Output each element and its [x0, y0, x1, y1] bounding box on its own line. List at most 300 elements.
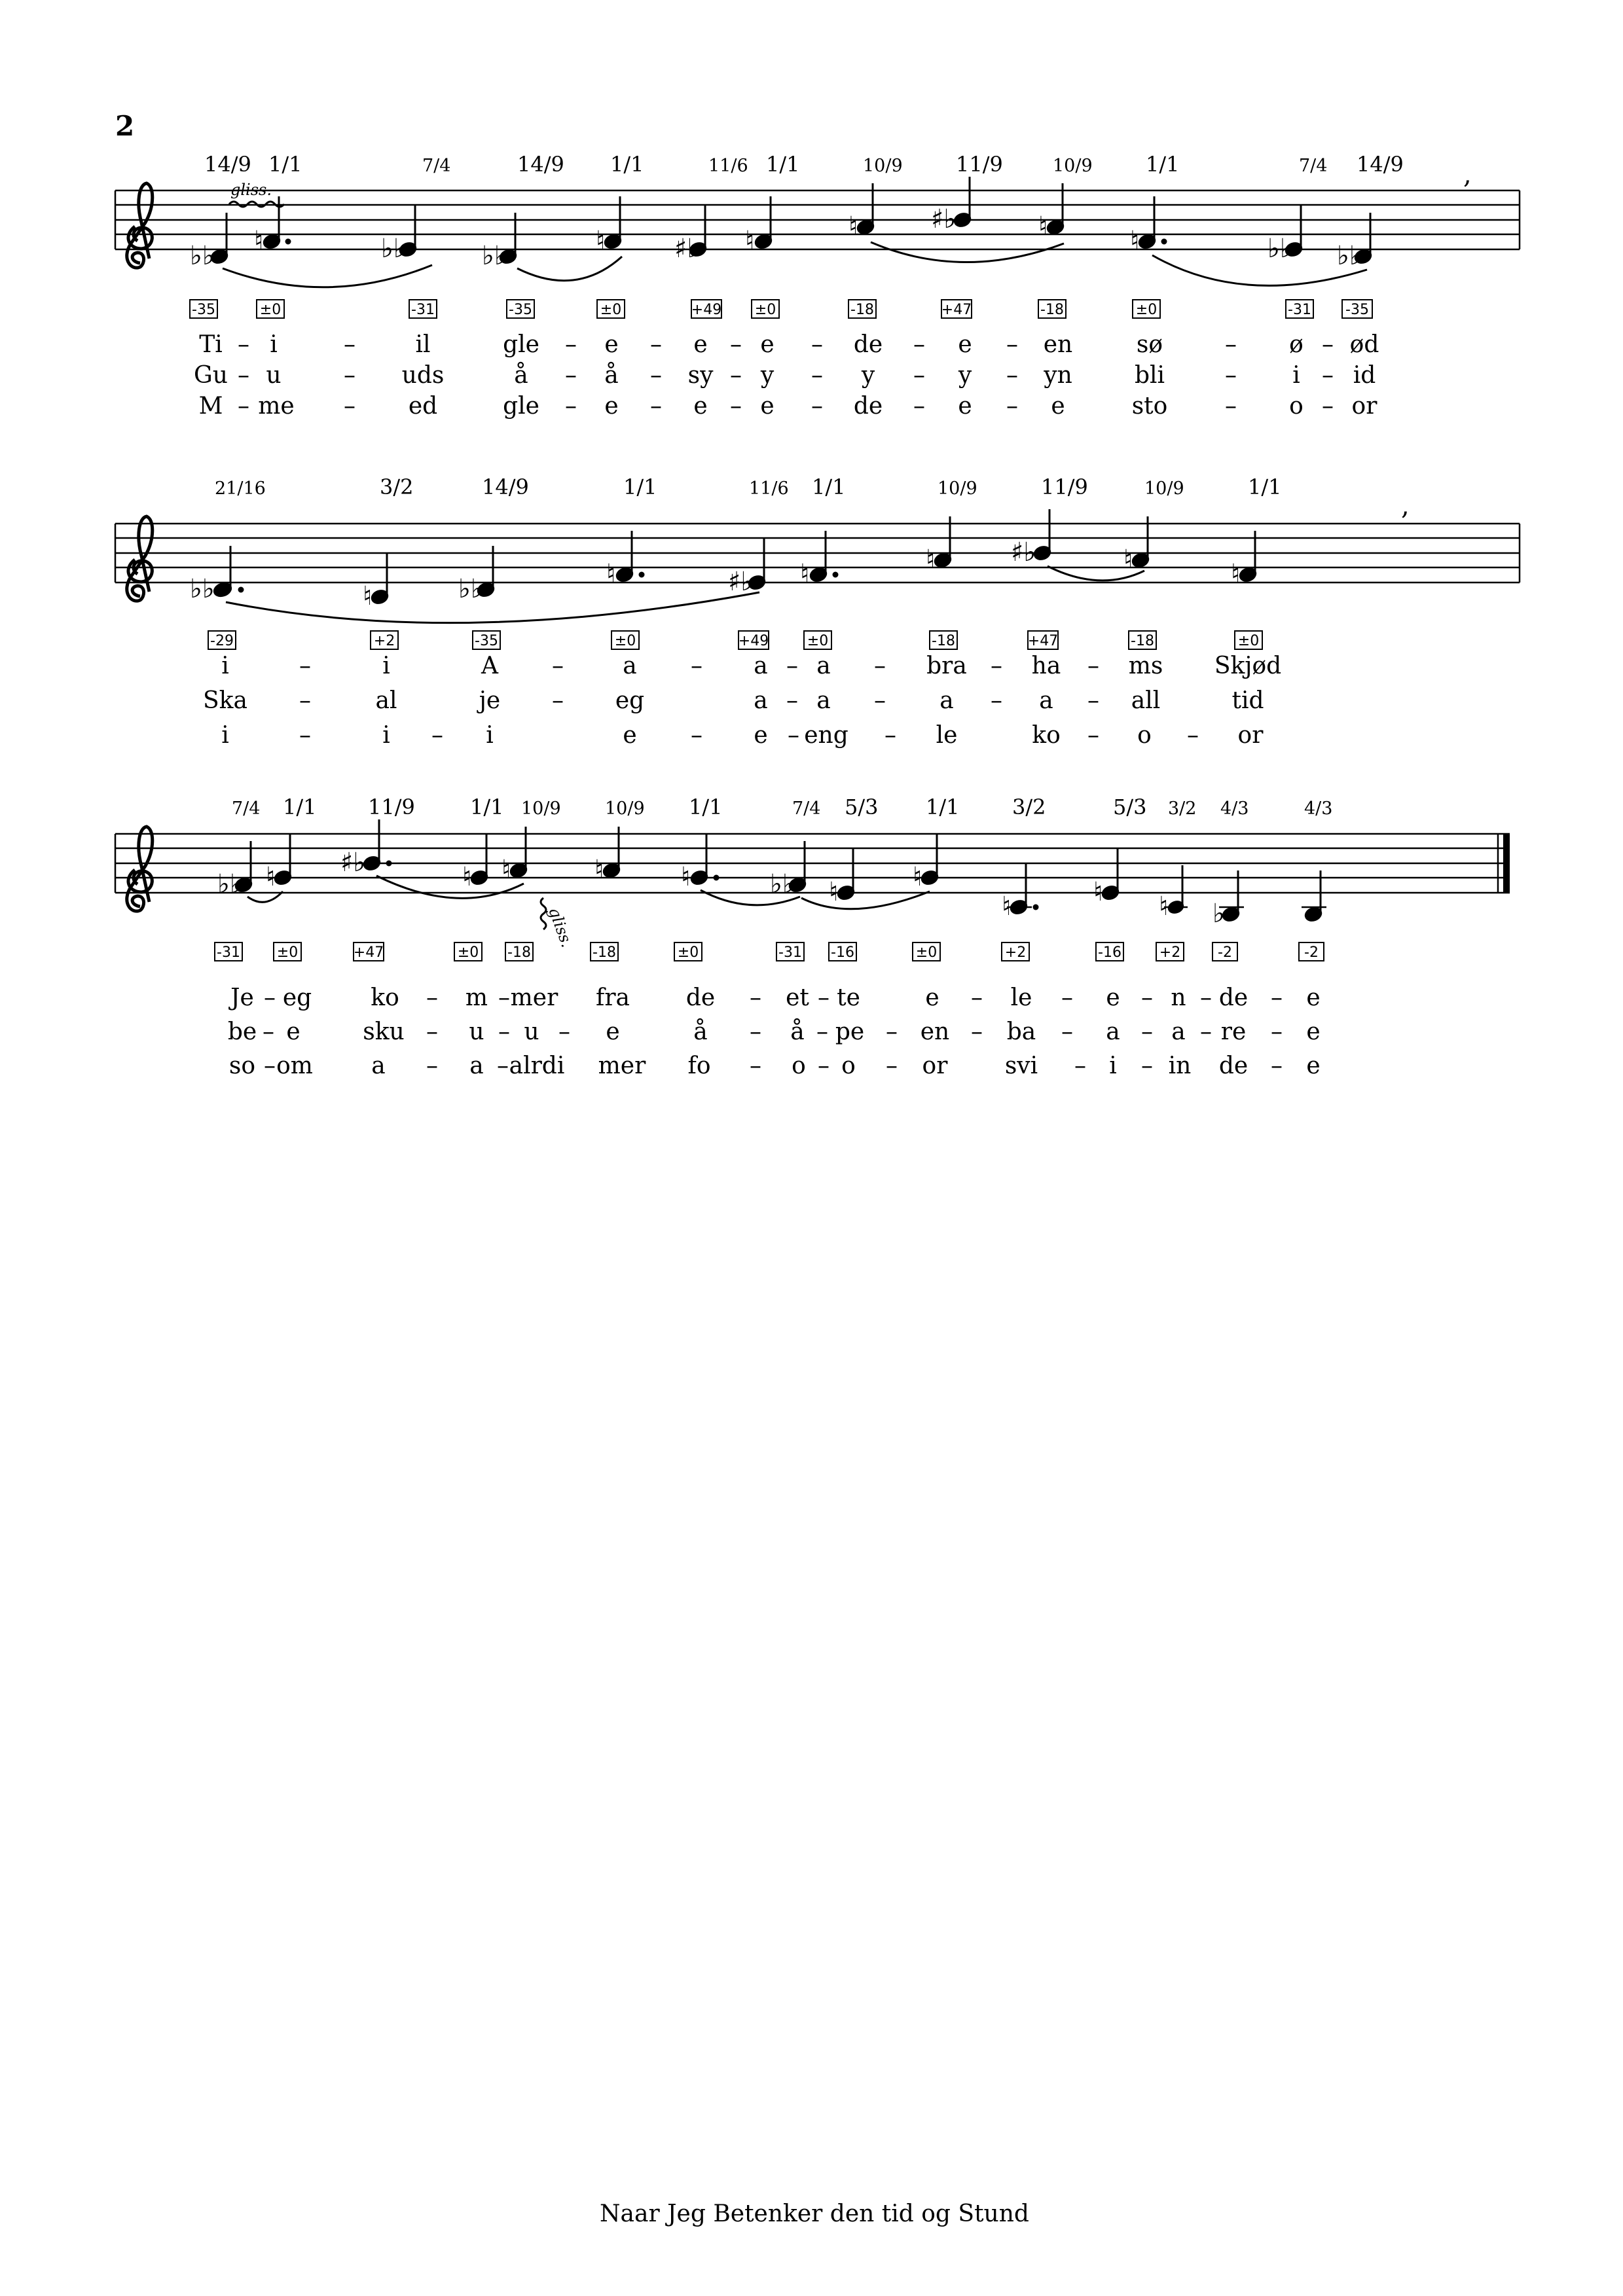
- lyric-syllable: –: [971, 1018, 983, 1045]
- cents-label: ±0: [807, 633, 829, 649]
- cents-label: +47: [1027, 633, 1059, 649]
- svg-text:♮: ♮: [829, 877, 839, 907]
- lyric-syllable: be: [227, 1018, 257, 1045]
- lyric-syllable: n: [1171, 984, 1186, 1011]
- svg-text:♯♭: ♯♭: [1011, 537, 1036, 567]
- lyric-syllable: –: [263, 1018, 274, 1045]
- lyric-syllable: –: [1200, 1018, 1212, 1045]
- svg-text:♮: ♮: [848, 211, 858, 242]
- lyric-syllable: e: [606, 1018, 620, 1045]
- lyric-syllable: o: [1289, 393, 1304, 420]
- lyric-syllable: –: [650, 362, 662, 389]
- cents-row: [208, 631, 1262, 649]
- lyric-syllable: or: [922, 1052, 948, 1079]
- lyric-syllable: –: [913, 393, 925, 420]
- lyric-syllable: so: [228, 1052, 256, 1079]
- svg-text:♯♭: ♯♭: [674, 234, 700, 264]
- lyric-syllable: –: [498, 1018, 510, 1045]
- lyric-syllable: re: [1220, 1018, 1247, 1045]
- lyric-syllable: e: [1306, 1052, 1321, 1079]
- lyric-syllable: o: [1137, 722, 1152, 749]
- ratio-label: 1/1: [926, 795, 960, 819]
- lyric-syllable: –: [886, 1018, 898, 1045]
- cents-label: -18: [932, 633, 955, 649]
- lyric-syllable: Ti: [199, 331, 223, 358]
- lyric-syllable: –: [1225, 331, 1237, 358]
- lyric-syllable: m: [465, 984, 488, 1011]
- lyric-syllable: –: [299, 687, 311, 714]
- cents-label: ±0: [677, 944, 699, 961]
- lyric-syllable: –: [565, 362, 577, 389]
- lyric-syllable: e: [1306, 1018, 1321, 1045]
- lyric-syllable: i: [270, 331, 278, 358]
- lyric-syllable: e: [623, 722, 637, 749]
- lyric-syllable: –: [1200, 984, 1212, 1011]
- lyrics-verse-2: [228, 1018, 1321, 1045]
- breath-mark: ,: [1463, 160, 1472, 190]
- lyric-syllable: –: [811, 393, 823, 420]
- lyric-syllable: –: [558, 1018, 570, 1045]
- lyric-syllable: –: [913, 362, 925, 389]
- gliss-vertical: [541, 898, 576, 950]
- cents-label: ±0: [276, 944, 299, 961]
- lyric-syllable: e: [1051, 393, 1065, 420]
- lyric-syllable: –: [1061, 984, 1073, 1011]
- lyric-syllable: i: [382, 722, 390, 749]
- lyric-syllable: –: [1322, 362, 1334, 389]
- lyric-syllable: i: [1109, 1052, 1117, 1079]
- ratio-label: 11/9: [956, 152, 1003, 177]
- treble-clef-icon: [127, 827, 153, 911]
- lyric-syllable: fra: [596, 984, 630, 1011]
- lyric-syllable: ba: [1006, 1018, 1036, 1045]
- lyric-syllable: –: [1322, 393, 1334, 420]
- lyric-syllable: –: [1225, 393, 1237, 420]
- lyric-syllable: y: [861, 362, 875, 389]
- ratio-label: 7/4: [792, 798, 821, 819]
- lyric-syllable: –: [874, 687, 886, 714]
- lyric-syllable: e: [286, 1018, 301, 1045]
- lyric-syllable: –: [264, 984, 276, 1011]
- svg-text:♮: ♮: [1002, 891, 1012, 922]
- svg-text:♮: ♮: [596, 226, 606, 256]
- lyric-syllable: –: [1271, 984, 1283, 1011]
- ratio-label: 4/3: [1220, 798, 1249, 819]
- cents-label: -35: [192, 302, 215, 318]
- cents-label: -18: [507, 944, 531, 961]
- lyric-syllable: i: [221, 653, 229, 679]
- cents-label: ±0: [1237, 633, 1260, 649]
- lyric-syllable: eg: [282, 984, 312, 1011]
- ratio-label: 1/1: [1146, 152, 1180, 177]
- ratio-label: 1/1: [812, 475, 846, 499]
- lyric-syllable: de: [1218, 1052, 1249, 1079]
- ratio-label: 3/2: [380, 475, 414, 499]
- lyric-syllable: sto: [1131, 393, 1168, 420]
- lyric-syllable: e: [1106, 984, 1120, 1011]
- ratio-label: 1/1: [689, 795, 723, 819]
- lyric-syllable: or: [1351, 393, 1377, 420]
- lyric-syllable: –: [1141, 1018, 1153, 1045]
- cents-label: -35: [1345, 302, 1369, 318]
- lyric-syllable: te: [837, 984, 860, 1011]
- lyric-syllable: a: [1106, 1018, 1120, 1045]
- cents-label: +2: [1159, 944, 1181, 961]
- lyric-syllable: e: [925, 984, 939, 1011]
- lyric-syllable: de: [853, 331, 883, 358]
- svg-text:♭♭: ♭♭: [770, 869, 795, 899]
- cents-label: ±0: [600, 302, 622, 318]
- lyric-syllable: –: [750, 1052, 761, 1079]
- svg-text:♮: ♮: [913, 862, 922, 892]
- cents-label: ±0: [1135, 302, 1158, 318]
- lyric-syllable: ms: [1128, 653, 1163, 679]
- cents-row: [190, 300, 1372, 318]
- ratio-label: 5/3: [1113, 795, 1147, 819]
- lyric-syllable: –: [818, 1052, 830, 1079]
- svg-text:♭♭: ♭♭: [458, 574, 483, 604]
- ratio-label: 11/9: [368, 795, 415, 819]
- lyric-syllable: –: [552, 653, 564, 679]
- lyric-syllable: in: [1168, 1052, 1192, 1079]
- ratio-label: 10/9: [1144, 478, 1184, 499]
- lyric-syllable: a: [623, 653, 637, 679]
- lyric-syllable: å: [514, 362, 528, 389]
- lyric-syllable: il: [415, 331, 431, 358]
- lyric-syllable: y: [958, 362, 972, 389]
- lyric-syllable: –: [811, 362, 823, 389]
- lyric-syllable: mer: [510, 984, 558, 1011]
- lyric-syllable: –: [811, 331, 823, 358]
- staff-lines: [115, 834, 1510, 893]
- lyric-syllable: le: [1010, 984, 1032, 1011]
- cents-label: ±0: [259, 302, 282, 318]
- lyric-syllable: ko: [1032, 722, 1061, 749]
- cents-row: [215, 942, 1324, 961]
- lyric-syllable: gle: [503, 331, 539, 358]
- ratio-label: 14/9: [1357, 152, 1404, 177]
- lyric-syllable: pe: [835, 1018, 865, 1045]
- lyric-syllable: e: [958, 331, 972, 358]
- lyric-syllable: –: [344, 331, 356, 358]
- lyric-syllable: me: [258, 393, 295, 420]
- lyric-syllable: –: [786, 653, 798, 679]
- lyric-syllable: –: [874, 653, 886, 679]
- lyric-syllable: –: [426, 1018, 438, 1045]
- lyric-syllable: de: [685, 984, 716, 1011]
- footer-title: Naar Jeg Betenker den tid og Stund: [600, 2200, 1029, 2227]
- lyric-syllable: –: [498, 984, 510, 1011]
- lyric-syllable: ed: [408, 393, 438, 420]
- lyric-syllable: u: [266, 362, 282, 389]
- svg-text:♭♭: ♭♭: [190, 574, 215, 604]
- ratio-label: 14/9: [482, 475, 529, 499]
- lyrics-verse-3: [199, 393, 1378, 420]
- lyric-syllable: o: [792, 1052, 806, 1079]
- staff-lines: [115, 190, 1520, 249]
- lyric-syllable: –: [1006, 331, 1018, 358]
- cents-label: -2: [1218, 944, 1232, 961]
- lyric-syllable: e: [1306, 984, 1321, 1011]
- lyric-syllable: fo: [687, 1052, 711, 1079]
- lyric-syllable: –: [730, 362, 742, 389]
- lyric-syllable: –: [750, 984, 761, 1011]
- cents-label: -31: [1288, 302, 1311, 318]
- lyric-syllable: e: [958, 393, 972, 420]
- svg-text:♮: ♮: [594, 855, 604, 885]
- ratio-label: 10/9: [938, 478, 977, 499]
- lyric-syllable: –: [788, 722, 799, 749]
- lyric-syllable: a: [1039, 687, 1053, 714]
- cents-label: -31: [411, 302, 435, 318]
- lyric-syllable: –: [565, 393, 577, 420]
- lyric-syllable: –: [1225, 362, 1237, 389]
- lyric-syllable: mer: [598, 1052, 646, 1079]
- cents-label: +47: [941, 302, 972, 318]
- cents-label: -31: [217, 944, 240, 961]
- lyric-syllable: e: [693, 393, 708, 420]
- lyric-syllable: a: [816, 687, 831, 714]
- lyric-syllable: ha: [1031, 653, 1061, 679]
- lyric-syllable: al: [375, 687, 397, 714]
- lyric-syllable: ko: [371, 984, 399, 1011]
- lyric-syllable: –: [431, 722, 443, 749]
- lyric-syllable: Skjød: [1214, 653, 1282, 679]
- lyric-syllable: –: [886, 1052, 898, 1079]
- svg-text:♮: ♮: [1038, 211, 1048, 242]
- lyric-syllable: e: [760, 331, 775, 358]
- final-barline: [1503, 834, 1510, 893]
- cents-label: -16: [831, 944, 854, 961]
- ratio-label: 1/1: [1248, 475, 1282, 499]
- lyric-syllable: å: [693, 1018, 708, 1045]
- lyric-syllable: A: [481, 653, 498, 679]
- lyric-syllable: –: [971, 984, 983, 1011]
- treble-clef-icon: [127, 516, 153, 601]
- cents-label: +47: [353, 944, 384, 961]
- lyric-syllable: –: [1087, 687, 1099, 714]
- lyric-syllable: –: [650, 331, 662, 358]
- lyric-syllable: –: [565, 331, 577, 358]
- lyric-syllable: –: [552, 687, 564, 714]
- lyric-syllable: id: [1353, 362, 1376, 389]
- cents-label: ±0: [457, 944, 479, 961]
- cents-label: -31: [778, 944, 802, 961]
- lyric-syllable: e: [604, 393, 619, 420]
- lyric-syllable: u: [469, 1018, 484, 1045]
- ratio-label: 10/9: [863, 156, 903, 176]
- svg-text:♮: ♮: [926, 545, 936, 575]
- gliss-wave: [229, 202, 284, 207]
- svg-text:♮: ♮: [363, 581, 373, 611]
- lyrics-verse-2: [194, 362, 1376, 389]
- lyrics-verse-3: [229, 1052, 1321, 1079]
- lyric-syllable: –: [299, 722, 311, 749]
- lyric-syllable: –: [1322, 331, 1334, 358]
- ratio-label: 1/1: [283, 795, 317, 819]
- lyric-syllable: svi: [1004, 1052, 1038, 1079]
- lyric-syllable: e: [754, 722, 768, 749]
- cents-label: -29: [210, 633, 234, 649]
- lyric-syllable: a: [816, 653, 831, 679]
- lyric-syllable: en: [1043, 331, 1073, 358]
- ratio-label: 1/1: [623, 475, 657, 499]
- lyric-syllable: bli: [1134, 362, 1165, 389]
- ratio-label: 1/1: [766, 152, 800, 177]
- lyric-syllable: –: [1061, 1018, 1073, 1045]
- svg-text:♭♭: ♭♭: [482, 241, 507, 271]
- svg-text:♭: ♭: [1213, 899, 1225, 929]
- cents-label: -18: [850, 302, 874, 318]
- lyric-syllable: M: [198, 393, 223, 420]
- lyric-syllable: e: [693, 331, 708, 358]
- lyric-syllable: –: [991, 687, 1002, 714]
- lyric-syllable: tid: [1231, 687, 1264, 714]
- lyric-syllable: –: [1271, 1018, 1283, 1045]
- lyric-syllable: –: [1006, 362, 1018, 389]
- ratio-label: 7/4: [232, 798, 261, 819]
- lyric-syllable: –: [1141, 1052, 1153, 1079]
- svg-text:♮: ♮: [800, 559, 810, 589]
- gliss-label: gliss.: [545, 905, 577, 950]
- lyric-syllable: i: [221, 722, 229, 749]
- svg-text:♮: ♮: [254, 226, 264, 256]
- lyric-syllable: –: [750, 1018, 761, 1045]
- lyric-syllable: i: [382, 653, 390, 679]
- ratio-label: 14/9: [517, 152, 564, 177]
- lyric-syllable: gle: [503, 393, 539, 420]
- svg-text:♭♭: ♭♭: [1267, 234, 1292, 264]
- cents-label: -18: [593, 944, 616, 961]
- svg-text:♯♭: ♯♭: [340, 848, 366, 878]
- svg-text:♮: ♮: [1093, 877, 1103, 907]
- lyric-syllable: –: [238, 331, 249, 358]
- lyric-syllable: –: [1271, 1052, 1283, 1079]
- lyric-syllable: –: [1087, 653, 1099, 679]
- page-number: 2: [115, 110, 135, 142]
- lyric-syllable: –: [1187, 722, 1199, 749]
- lyric-syllable: –: [238, 393, 249, 420]
- lyric-syllable: et: [786, 984, 809, 1011]
- breath-mark: ,: [1401, 491, 1410, 521]
- lyric-syllable: yn: [1044, 362, 1072, 389]
- svg-text:♯♭: ♯♭: [931, 204, 957, 234]
- ratio-label: 14/9: [204, 152, 251, 177]
- lyric-syllable: en: [920, 1018, 950, 1045]
- ratio-label: 10/9: [605, 798, 645, 819]
- lyric-syllable: –: [1006, 393, 1018, 420]
- lyric-syllable: –: [1141, 984, 1153, 1011]
- cents-label: ±0: [915, 944, 938, 961]
- lyrics-verse-1: [221, 653, 1281, 679]
- lyric-syllable: –: [1087, 722, 1099, 749]
- svg-text:♮: ♮: [266, 862, 276, 892]
- lyric-syllable: –: [497, 1052, 509, 1079]
- ratio-label: 1/1: [470, 795, 504, 819]
- lyric-syllable: a: [939, 687, 954, 714]
- svg-text:♮: ♮: [1123, 545, 1133, 575]
- svg-text:♮: ♮: [606, 559, 616, 589]
- treble-clef-icon: [127, 183, 153, 268]
- cents-label: -35: [509, 302, 532, 318]
- cents-label: +2: [373, 633, 395, 649]
- svg-text:♭♭: ♭♭: [1337, 241, 1362, 271]
- lyric-syllable: y: [760, 362, 775, 389]
- cents-label: +49: [738, 633, 769, 649]
- lyric-syllable: e: [760, 393, 775, 420]
- cents-label: -2: [1304, 944, 1319, 961]
- lyric-syllable: –: [264, 1052, 276, 1079]
- svg-text:♮: ♮: [501, 855, 511, 885]
- lyric-syllable: –: [238, 362, 249, 389]
- lyric-syllable: –: [730, 393, 742, 420]
- lyric-syllable: –: [650, 393, 662, 420]
- lyric-syllable: e: [604, 331, 619, 358]
- lyric-syllable: –: [1074, 1052, 1086, 1079]
- svg-text:♮: ♮: [1231, 559, 1241, 589]
- ratio-label: 1/1: [610, 152, 644, 177]
- svg-text:♮: ♮: [745, 226, 755, 256]
- lyric-syllable: eg: [615, 687, 645, 714]
- svg-text:♮: ♮: [1130, 226, 1140, 256]
- lyric-syllable: alrdi: [509, 1052, 565, 1079]
- lyric-syllable: i: [1292, 362, 1300, 389]
- lyric-syllable: a: [754, 687, 768, 714]
- svg-text:♭♭: ♭♭: [190, 241, 215, 271]
- lyric-syllable: –: [426, 1052, 438, 1079]
- lyric-syllable: –: [299, 653, 311, 679]
- lyric-syllable: or: [1237, 722, 1264, 749]
- svg-text:♮: ♮: [1159, 891, 1169, 922]
- svg-text:♭♭: ♭♭: [217, 869, 242, 899]
- staff-system-1: [115, 152, 1520, 420]
- lyric-syllable: Ska: [203, 687, 247, 714]
- cents-label: +49: [691, 302, 722, 318]
- lyric-syllable: –: [786, 687, 798, 714]
- lyrics-verse-1: [228, 984, 1321, 1011]
- cents-label: +2: [1004, 944, 1027, 961]
- ratio-label: 21/16: [215, 478, 266, 499]
- lyric-syllable: bra: [926, 653, 967, 679]
- lyrics-verse-2: [203, 687, 1264, 714]
- lyric-syllable: a: [1171, 1018, 1186, 1045]
- cents-label: -18: [1040, 302, 1064, 318]
- lyric-syllable: –: [818, 984, 830, 1011]
- svg-text:♭♭: ♭♭: [381, 234, 406, 264]
- ratio-label: 10/9: [1053, 156, 1093, 176]
- lyric-syllable: a: [469, 1052, 484, 1079]
- lyrics-verse-3: [221, 722, 1264, 749]
- lyric-syllable: all: [1131, 687, 1161, 714]
- lyric-syllable: de: [1218, 984, 1249, 1011]
- ratio-label: 11/6: [749, 478, 789, 499]
- lyric-syllable: ø: [1289, 331, 1304, 358]
- staff-system-3: [115, 795, 1510, 1079]
- ratio-label: 7/4: [422, 156, 451, 176]
- ratio-label: 4/3: [1304, 798, 1333, 819]
- ratio-label: 11/9: [1041, 475, 1088, 499]
- lyric-syllable: –: [344, 362, 356, 389]
- gliss-label: gliss.: [230, 181, 272, 199]
- lyric-syllable: je: [479, 687, 501, 714]
- lyric-syllable: –: [991, 653, 1002, 679]
- svg-text:♮: ♮: [462, 862, 472, 892]
- lyric-syllable: –: [426, 984, 438, 1011]
- cents-label: ±0: [754, 302, 776, 318]
- lyric-syllable: om: [276, 1052, 313, 1079]
- lyrics-verse-1: [199, 331, 1379, 358]
- lyric-syllable: eng: [804, 722, 848, 749]
